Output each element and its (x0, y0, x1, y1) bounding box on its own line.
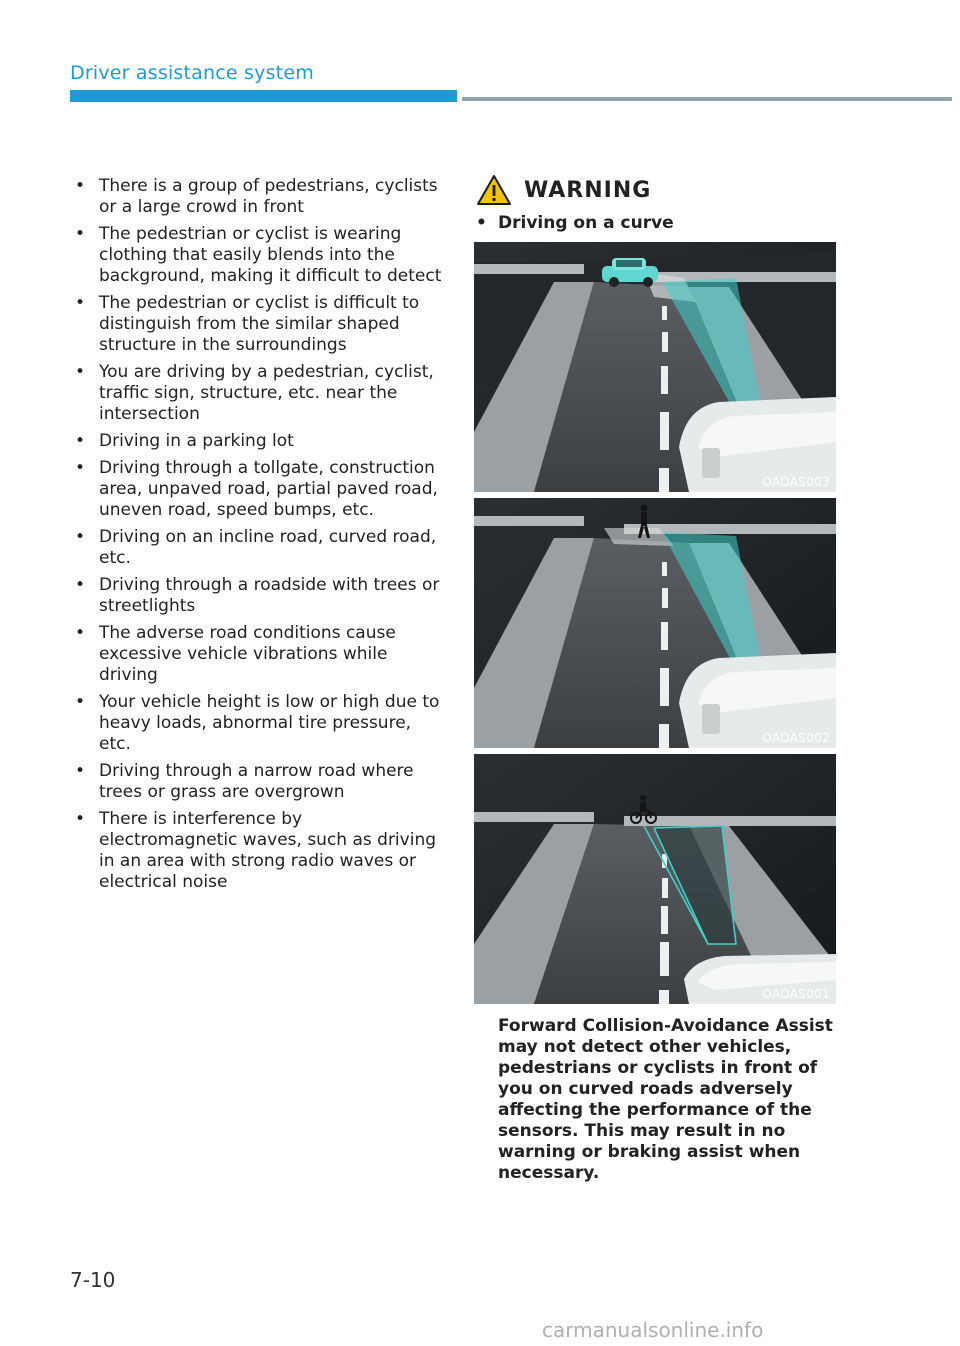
list-item: • Your vehicle height is low or high due to heavy loads, abnormal tire pressure, etc. (72, 692, 442, 755)
road-illustration (474, 498, 836, 748)
list-item: • There is interference by electromagnetic waves, such as driving in an area with strong radio waves or electrical noise (72, 809, 442, 893)
header-bar-accent (70, 90, 457, 102)
list-item: • There is a group of pedestrians, cyclists or a large crowd in front (72, 176, 442, 218)
list-item: • Driving through a narrow road where trees or grass are overgrown (72, 761, 442, 803)
list-item: • The pedestrian or cyclist is wearing clothing that easily blends into the background, making it difficult to detect (72, 224, 442, 287)
warning-triangle-icon (476, 174, 512, 206)
conditions-list (72, 176, 442, 893)
list-item: • Driving through a tollgate, construction area, unpaved road, partial paved road, uneven road, speed bumps, etc. (72, 458, 442, 521)
figure-code: OADAS002 (762, 731, 830, 745)
list-item: • You are driving by a pedestrian, cyclist, traffic sign, structure, etc. near the intersection (72, 362, 442, 425)
road-illustration (474, 754, 836, 1004)
warning-subheading: • Driving on a curve (476, 213, 674, 233)
list-item: • The adverse road conditions cause excessive vehicle vibrations while driving (72, 623, 442, 686)
figure-code: OADAS001 (762, 987, 830, 1001)
watermark: carmanualsonline.info (542, 1318, 764, 1342)
warning-subheading-text: Driving on a curve (498, 213, 674, 233)
warning-caption: Forward Collision-Avoidance Assist may not detect other vehicles, pedestrians or cyclists in front of you on curved roads adversely affecting the performance of the sensors. This may result in no warning or braking assist when necessary. (498, 1016, 833, 1183)
page-number: 7-10 (70, 1268, 116, 1292)
figure-vehicle-curve (474, 242, 836, 492)
figure-code: OADAS003 (762, 475, 830, 489)
list-item: • Driving in a parking lot (72, 431, 442, 452)
list-item: • Driving through a roadside with trees or streetlights (72, 575, 442, 617)
road-illustration (474, 242, 836, 492)
figure-pedestrian-curve (474, 498, 836, 748)
list-item: • Driving on an incline road, curved road, etc. (72, 527, 442, 569)
warning-heading (476, 172, 651, 208)
warning-title: WARNING (524, 177, 652, 203)
figure-cyclist-curve (474, 754, 836, 1004)
header-bar-rule (462, 97, 952, 101)
conditions-list-column (72, 176, 442, 899)
list-item: • The pedestrian or cyclist is difficult to distinguish from the similar shaped structure in the surroundings (72, 293, 442, 356)
section-title: Driver assistance system (70, 62, 314, 84)
